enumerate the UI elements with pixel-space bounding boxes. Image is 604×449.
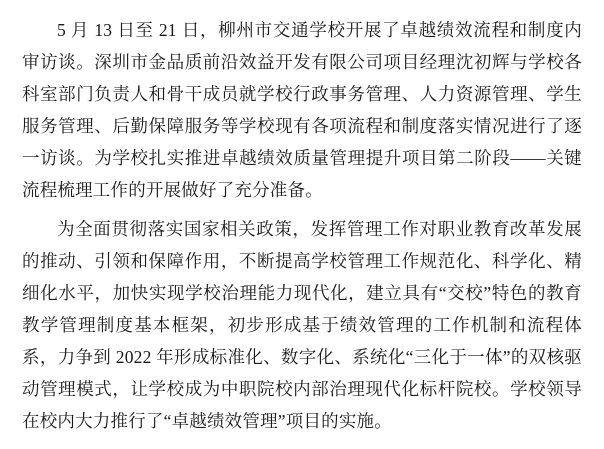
paragraph-1: 5 月 13 日至 21 日，柳州市交通学校开展了卓越绩效流程和制度内审访谈。深圳市金品质前沿效益开发有限公司项目经理沈初辉与学校各科室部门负责人和骨干成员就学校行政事务管理、人力资源管理、学生服务管理、后勤保障服务等学校现有各项流程和制度落实情况进行了逐一访谈。为学校扎实推进卓越绩效质量管理提升项目第二阶段——关键流程梳理工作的开展做好了充分准备。: [22, 20, 582, 200]
paragraph-2: 为全面贯彻落实国家相关政策，发挥管理工作对职业教育改革发展的推动、引领和保障作用，不断提高学校管理工作规范化、科学化、精细化水平，加快实现学校治理能力现代化，建立具有“交校”特色的教育教学管理制度基本框架，初步形成基于绩效管理的工作机制和流程体系，力争到 2022 年形成标准化、数字化、系统化“三化于一体”的双核驱动管理模式，让学校成为中职院校内部治理现代化标杆院校。学校领导在校内大力推行了“卓越绩效管理”项目的实施。: [22, 219, 582, 431]
